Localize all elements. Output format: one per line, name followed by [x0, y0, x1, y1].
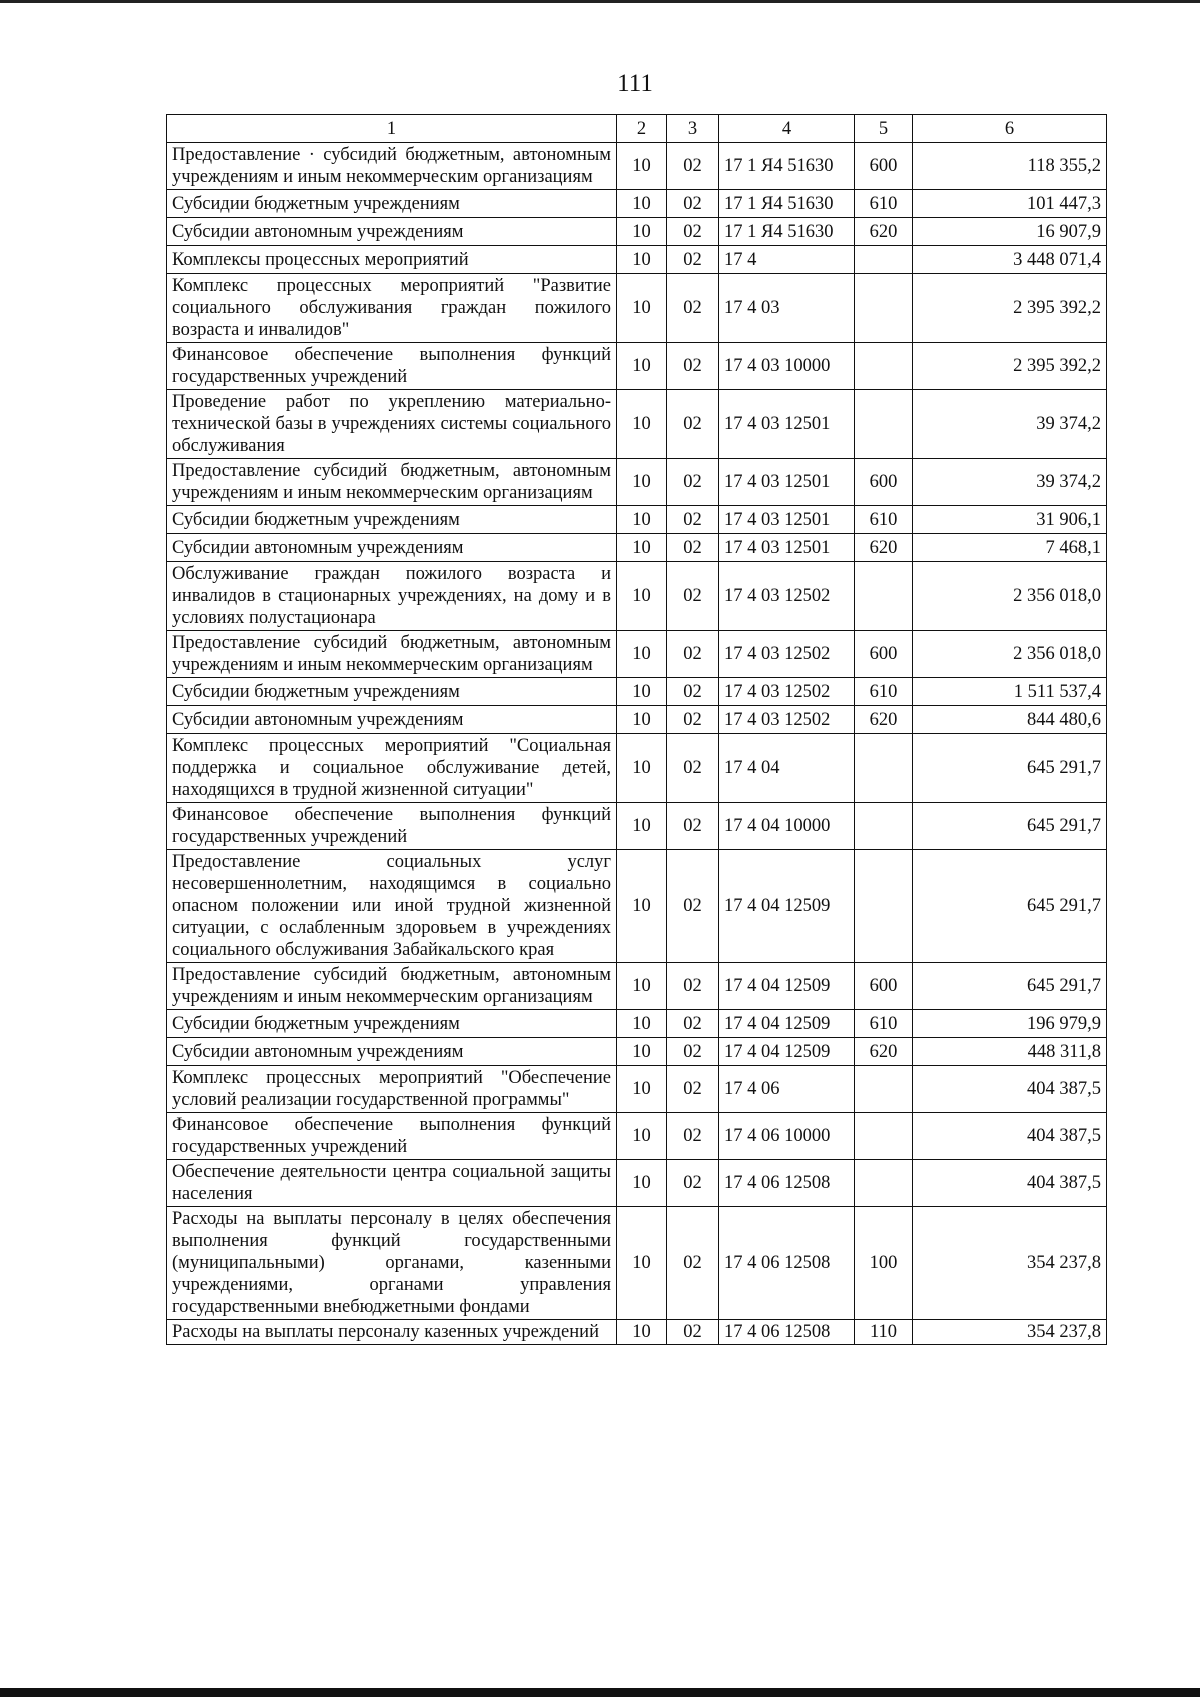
amount-cell: 101 447,3: [913, 190, 1107, 218]
item-name-cell: Предоставление субсидий бюджетным, автономным учреждениям и иным некоммерческим организациям: [167, 963, 617, 1010]
target-article-code-cell: 17 4 06 10000: [719, 1113, 855, 1160]
amount-cell: 354 237,8: [913, 1207, 1107, 1320]
amount-cell: 448 311,8: [913, 1038, 1107, 1066]
amount-cell: 2 395 392,2: [913, 274, 1107, 343]
subsection-code-cell: 02: [667, 506, 719, 534]
amount-cell: 404 387,5: [913, 1113, 1107, 1160]
subsection-code-cell: 02: [667, 343, 719, 390]
subsection-code-cell: 02: [667, 190, 719, 218]
table-row: [167, 1066, 1107, 1113]
expense-type-code-cell: 610: [855, 1010, 913, 1038]
item-name-cell: Предоставление социальных услуг несовершеннолетним, находящимся в социально опасном положении или иной трудной жизненной ситуации, с ослабленным здоровьем в учреждениях социального обслуживания Забайкальского края: [167, 850, 617, 963]
table-row: [167, 631, 1107, 678]
target-article-code-cell: 17 4 04 12509: [719, 1038, 855, 1066]
subsection-code-cell: 02: [667, 274, 719, 343]
amount-cell: 645 291,7: [913, 963, 1107, 1010]
expense-type-code-cell: 110: [855, 1320, 913, 1345]
table-body: [167, 143, 1107, 1345]
item-name-cell: Субсидии автономным учреждениям: [167, 706, 617, 734]
section-code-cell: 10: [617, 631, 667, 678]
target-article-code-cell: 17 4 06: [719, 1066, 855, 1113]
item-name-cell: Финансовое обеспечение выполнения функций государственных учреждений: [167, 803, 617, 850]
table-row: [167, 1038, 1107, 1066]
amount-cell: 404 387,5: [913, 1160, 1107, 1207]
item-name-cell: Обеспечение деятельности центра социальной защиты населения: [167, 1160, 617, 1207]
expense-type-code-cell: [855, 803, 913, 850]
expense-type-code-cell: 620: [855, 534, 913, 562]
section-code-cell: 10: [617, 534, 667, 562]
table-row: [167, 246, 1107, 274]
amount-cell: 2 356 018,0: [913, 562, 1107, 631]
item-name-cell: Расходы на выплаты персоналу в целях обеспечения выполнения функций государственными (муниципальными) органами, казенными учреждениями, органами управления государственными внебюджетными фондами: [167, 1207, 617, 1320]
subsection-code-cell: 02: [667, 534, 719, 562]
target-article-code-cell: 17 4 06 12508: [719, 1320, 855, 1345]
section-code-cell: 10: [617, 1320, 667, 1345]
subsection-code-cell: 02: [667, 734, 719, 803]
table-row: [167, 1010, 1107, 1038]
subsection-code-cell: 02: [667, 459, 719, 506]
expense-type-code-cell: [855, 1066, 913, 1113]
table-row: [167, 803, 1107, 850]
target-article-code-cell: 17 4 06 12508: [719, 1207, 855, 1320]
item-name-cell: Субсидии автономным учреждениям: [167, 1038, 617, 1066]
expense-type-code-cell: [855, 562, 913, 631]
target-article-code-cell: 17 4 04 10000: [719, 803, 855, 850]
amount-cell: 645 291,7: [913, 803, 1107, 850]
table-row: [167, 734, 1107, 803]
target-article-code-cell: 17 1 Я4 51630: [719, 190, 855, 218]
section-code-cell: 10: [617, 678, 667, 706]
section-code-cell: 10: [617, 274, 667, 343]
target-article-code-cell: 17 4 03 12501: [719, 506, 855, 534]
expense-type-code-cell: 620: [855, 706, 913, 734]
section-code-cell: 10: [617, 246, 667, 274]
amount-cell: 844 480,6: [913, 706, 1107, 734]
table-row: [167, 459, 1107, 506]
subsection-code-cell: 02: [667, 1038, 719, 1066]
table-header-row: [167, 115, 1107, 143]
item-name-cell: Субсидии автономным учреждениям: [167, 534, 617, 562]
expense-type-code-cell: [855, 1160, 913, 1207]
amount-cell: 31 906,1: [913, 506, 1107, 534]
section-code-cell: 10: [617, 1038, 667, 1066]
target-article-code-cell: 17 4 03 12502: [719, 562, 855, 631]
item-name-cell: Проведение работ по укреплению материально-технической базы в учреждениях системы социального обслуживания: [167, 390, 617, 459]
expense-type-code-cell: 600: [855, 143, 913, 190]
item-name-cell: Предоставление · субсидий бюджетным, автономным учреждениям и иным некоммерческим организациям: [167, 143, 617, 190]
item-name-cell: Комплекс процессных мероприятий "Развитие социального обслуживания граждан пожилого возраста и инвалидов": [167, 274, 617, 343]
subsection-code-cell: 02: [667, 1320, 719, 1345]
page-number: 111: [617, 70, 653, 97]
expense-type-code-cell: [855, 850, 913, 963]
subsection-code-cell: 02: [667, 143, 719, 190]
target-article-code-cell: 17 4 03 10000: [719, 343, 855, 390]
expense-type-code-cell: [855, 274, 913, 343]
expense-type-code-cell: 610: [855, 506, 913, 534]
amount-cell: 2 356 018,0: [913, 631, 1107, 678]
table-row: [167, 1207, 1107, 1320]
amount-cell: 645 291,7: [913, 734, 1107, 803]
table-row: [167, 562, 1107, 631]
expense-type-code-cell: [855, 246, 913, 274]
section-code-cell: 10: [617, 506, 667, 534]
subsection-code-cell: 02: [667, 218, 719, 246]
header-cell-1: 1: [167, 115, 617, 143]
section-code-cell: 10: [617, 963, 667, 1010]
amount-cell: 39 374,2: [913, 390, 1107, 459]
table-row: [167, 850, 1107, 963]
expense-type-code-cell: [855, 390, 913, 459]
header-cell-5: 5: [855, 115, 913, 143]
subsection-code-cell: 02: [667, 1010, 719, 1038]
expense-type-code-cell: 620: [855, 218, 913, 246]
header-cell-2: 2: [617, 115, 667, 143]
subsection-code-cell: 02: [667, 390, 719, 459]
target-article-code-cell: 17 4 04 12509: [719, 850, 855, 963]
section-code-cell: 10: [617, 218, 667, 246]
expense-type-code-cell: 600: [855, 963, 913, 1010]
subsection-code-cell: 02: [667, 803, 719, 850]
subsection-code-cell: 02: [667, 631, 719, 678]
section-code-cell: 10: [617, 1113, 667, 1160]
subsection-code-cell: 02: [667, 678, 719, 706]
item-name-cell: Комплексы процессных мероприятий: [167, 246, 617, 274]
section-code-cell: 10: [617, 1160, 667, 1207]
item-name-cell: Субсидии бюджетным учреждениям: [167, 1010, 617, 1038]
target-article-code-cell: 17 4 04 12509: [719, 963, 855, 1010]
budget-table: [166, 114, 1107, 1345]
target-article-code-cell: 17 4 03 12502: [719, 706, 855, 734]
expense-type-code-cell: [855, 734, 913, 803]
item-name-cell: Субсидии бюджетным учреждениям: [167, 506, 617, 534]
header-cell-4: 4: [719, 115, 855, 143]
subsection-code-cell: 02: [667, 246, 719, 274]
scan-edge-top: [0, 0, 1200, 3]
item-name-cell: Обслуживание граждан пожилого возраста и инвалидов в стационарных учреждениях, на дому и в условиях полустационара: [167, 562, 617, 631]
table-row: [167, 190, 1107, 218]
item-name-cell: Комплекс процессных мероприятий "Социальная поддержка и социальное обслуживание детей, находящихся в трудной жизненной ситуации": [167, 734, 617, 803]
section-code-cell: 10: [617, 734, 667, 803]
amount-cell: 354 237,8: [913, 1320, 1107, 1345]
header-cell-6: 6: [913, 115, 1107, 143]
amount-cell: 404 387,5: [913, 1066, 1107, 1113]
table-row: [167, 143, 1107, 190]
target-article-code-cell: 17 4 03 12501: [719, 390, 855, 459]
table-row: [167, 1160, 1107, 1207]
amount-cell: 1 511 537,4: [913, 678, 1107, 706]
target-article-code-cell: 17 4 04 12509: [719, 1010, 855, 1038]
subsection-code-cell: 02: [667, 1066, 719, 1113]
target-article-code-cell: 17 4 03 12502: [719, 678, 855, 706]
table-row: [167, 534, 1107, 562]
amount-cell: 7 468,1: [913, 534, 1107, 562]
section-code-cell: 10: [617, 1207, 667, 1320]
section-code-cell: 10: [617, 803, 667, 850]
target-article-code-cell: 17 1 Я4 51630: [719, 218, 855, 246]
target-article-code-cell: 17 4 03 12501: [719, 459, 855, 506]
subsection-code-cell: 02: [667, 963, 719, 1010]
section-code-cell: 10: [617, 1010, 667, 1038]
expense-type-code-cell: 610: [855, 190, 913, 218]
expense-type-code-cell: 620: [855, 1038, 913, 1066]
table-row: [167, 706, 1107, 734]
subsection-code-cell: 02: [667, 706, 719, 734]
table-row: [167, 1113, 1107, 1160]
amount-cell: 196 979,9: [913, 1010, 1107, 1038]
amount-cell: 39 374,2: [913, 459, 1107, 506]
section-code-cell: 10: [617, 459, 667, 506]
target-article-code-cell: 17 4: [719, 246, 855, 274]
table-row: [167, 506, 1107, 534]
target-article-code-cell: 17 4 03 12501: [719, 534, 855, 562]
amount-cell: 16 907,9: [913, 218, 1107, 246]
expense-type-code-cell: 600: [855, 459, 913, 506]
table-row: [167, 390, 1107, 459]
subsection-code-cell: 02: [667, 562, 719, 631]
subsection-code-cell: 02: [667, 1160, 719, 1207]
item-name-cell: Субсидии бюджетным учреждениям: [167, 190, 617, 218]
section-code-cell: 10: [617, 390, 667, 459]
scan-edge-bottom: [0, 1688, 1200, 1697]
table-row: [167, 963, 1107, 1010]
amount-cell: 3 448 071,4: [913, 246, 1107, 274]
item-name-cell: Субсидии бюджетным учреждениям: [167, 678, 617, 706]
target-article-code-cell: 17 4 04: [719, 734, 855, 803]
amount-cell: 2 395 392,2: [913, 343, 1107, 390]
table-row: [167, 218, 1107, 246]
table-row: [167, 343, 1107, 390]
section-code-cell: 10: [617, 562, 667, 631]
section-code-cell: 10: [617, 850, 667, 963]
item-name-cell: Комплекс процессных мероприятий "Обеспечение условий реализации государственной программы": [167, 1066, 617, 1113]
subsection-code-cell: 02: [667, 850, 719, 963]
item-name-cell: Субсидии автономным учреждениям: [167, 218, 617, 246]
item-name-cell: Финансовое обеспечение выполнения функций государственных учреждений: [167, 1113, 617, 1160]
expense-type-code-cell: 100: [855, 1207, 913, 1320]
subsection-code-cell: 02: [667, 1207, 719, 1320]
expense-type-code-cell: [855, 1113, 913, 1160]
item-name-cell: Расходы на выплаты персоналу казенных учреждений: [167, 1320, 617, 1345]
item-name-cell: Финансовое обеспечение выполнения функций государственных учреждений: [167, 343, 617, 390]
table-row: [167, 274, 1107, 343]
section-code-cell: 10: [617, 343, 667, 390]
section-code-cell: 10: [617, 190, 667, 218]
item-name-cell: Предоставление субсидий бюджетным, автономным учреждениям и иным некоммерческим организациям: [167, 631, 617, 678]
header-cell-3: 3: [667, 115, 719, 143]
target-article-code-cell: 17 4 06 12508: [719, 1160, 855, 1207]
target-article-code-cell: 17 1 Я4 51630: [719, 143, 855, 190]
amount-cell: 118 355,2: [913, 143, 1107, 190]
item-name-cell: Предоставление субсидий бюджетным, автономным учреждениям и иным некоммерческим организациям: [167, 459, 617, 506]
target-article-code-cell: 17 4 03 12502: [719, 631, 855, 678]
section-code-cell: 10: [617, 1066, 667, 1113]
target-article-code-cell: 17 4 03: [719, 274, 855, 343]
expense-type-code-cell: [855, 343, 913, 390]
section-code-cell: 10: [617, 706, 667, 734]
table-row: [167, 1320, 1107, 1345]
amount-cell: 645 291,7: [913, 850, 1107, 963]
subsection-code-cell: 02: [667, 1113, 719, 1160]
expense-type-code-cell: 610: [855, 678, 913, 706]
expense-type-code-cell: 600: [855, 631, 913, 678]
table-row: [167, 678, 1107, 706]
section-code-cell: 10: [617, 143, 667, 190]
